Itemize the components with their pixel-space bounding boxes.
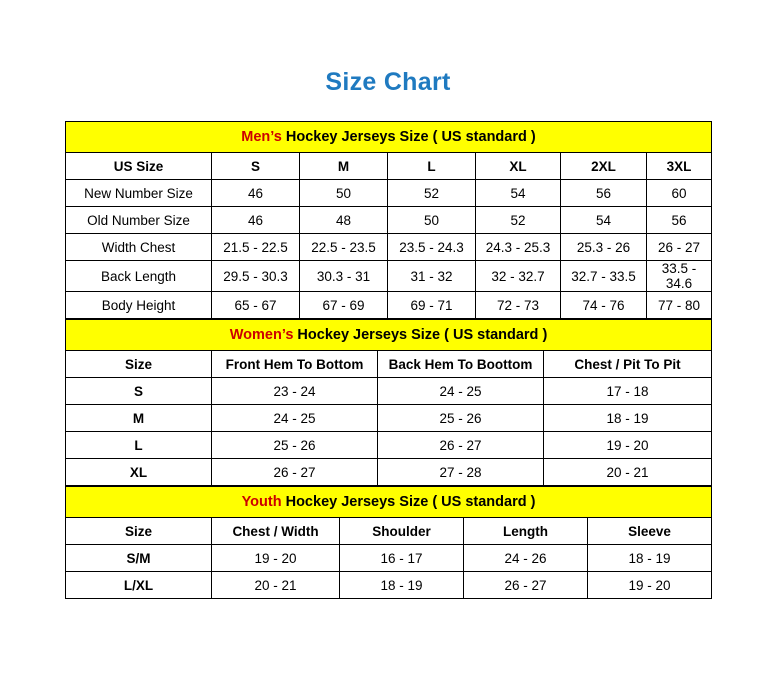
mens-row-1-val-3: 52 [476, 207, 561, 234]
youth-col-1: Chest / Width [212, 518, 340, 545]
mens-row-2-val-0: 21.5 - 22.5 [212, 234, 300, 261]
youth-col-4: Sleeve [588, 518, 712, 545]
youth-row-1-val-0: 20 - 21 [212, 572, 340, 599]
womens-col-1: Front Hem To Bottom [212, 351, 378, 378]
womens-row-1-label: M [66, 405, 212, 432]
table-header-row [66, 351, 712, 378]
mens-row-0-label: New Number Size [66, 180, 212, 207]
womens-row-3-label: XL [66, 459, 212, 486]
mens-row-0-val-2: 52 [388, 180, 476, 207]
mens-row-2-val-1: 22.5 - 23.5 [300, 234, 388, 261]
womens-band-rest: Hockey Jerseys Size ( US standard ) [293, 327, 548, 343]
youth-row-0-val-0: 19 - 20 [212, 545, 340, 572]
womens-size-table [65, 319, 712, 486]
table-header-row [66, 518, 712, 545]
womens-col-2: Back Hem To Boottom [378, 351, 544, 378]
youth-row-0-val-2: 24 - 26 [464, 545, 588, 572]
table-row [66, 432, 712, 459]
womens-col-0: Size [66, 351, 212, 378]
womens-row-1-val-2: 18 - 19 [544, 405, 712, 432]
mens-col-2: M [300, 153, 388, 180]
youth-size-table [65, 486, 712, 599]
mens-row-0-val-5: 60 [647, 180, 712, 207]
mens-row-3-val-0: 29.5 - 30.3 [212, 261, 300, 292]
mens-band-cell [66, 122, 712, 153]
mens-col-6: 3XL [647, 153, 712, 180]
table-row [66, 572, 712, 599]
mens-row-0-val-4: 56 [561, 180, 647, 207]
table-row [66, 292, 712, 319]
mens-col-3: L [388, 153, 476, 180]
mens-row-2-val-5: 26 - 27 [647, 234, 712, 261]
table-row [66, 459, 712, 486]
table-band-row [66, 320, 712, 351]
mens-row-1-val-0: 46 [212, 207, 300, 234]
womens-row-1-val-1: 25 - 26 [378, 405, 544, 432]
youth-band-rest: Hockey Jerseys Size ( US standard ) [281, 494, 536, 510]
mens-band-rest: Hockey Jerseys Size ( US standard ) [281, 129, 536, 145]
table-row [66, 207, 712, 234]
table-row [66, 261, 712, 292]
mens-row-4-val-0: 65 - 67 [212, 292, 300, 319]
table-row [66, 405, 712, 432]
mens-row-3-label: Back Length [66, 261, 212, 292]
mens-row-1-val-4: 54 [561, 207, 647, 234]
table-band-row [66, 122, 712, 153]
youth-row-1-val-1: 18 - 19 [340, 572, 464, 599]
table-row [66, 234, 712, 261]
mens-row-0-val-3: 54 [476, 180, 561, 207]
mens-row-2-val-3: 24.3 - 25.3 [476, 234, 561, 261]
mens-row-3-val-1: 30.3 - 31 [300, 261, 388, 292]
youth-col-3: Length [464, 518, 588, 545]
mens-row-4-val-1: 67 - 69 [300, 292, 388, 319]
youth-row-1-label: L/XL [66, 572, 212, 599]
mens-row-0-val-1: 50 [300, 180, 388, 207]
size-tables-container [65, 97, 711, 599]
mens-row-3-val-3: 32 - 32.7 [476, 261, 561, 292]
mens-row-3-val-4: 32.7 - 33.5 [561, 261, 647, 292]
mens-row-4-val-4: 74 - 76 [561, 292, 647, 319]
mens-row-4-val-3: 72 - 73 [476, 292, 561, 319]
mens-row-4-val-5: 77 - 80 [647, 292, 712, 319]
womens-row-3-val-2: 20 - 21 [544, 459, 712, 486]
mens-row-4-label: Body Height [66, 292, 212, 319]
womens-row-1-val-0: 24 - 25 [212, 405, 378, 432]
womens-row-2-val-2: 19 - 20 [544, 432, 712, 459]
youth-row-1-val-2: 26 - 27 [464, 572, 588, 599]
mens-row-2-val-2: 23.5 - 24.3 [388, 234, 476, 261]
mens-row-1-val-5: 56 [647, 207, 712, 234]
mens-band-accent: Men’s [241, 129, 282, 145]
mens-row-1-val-2: 50 [388, 207, 476, 234]
table-row [66, 180, 712, 207]
mens-row-3-val-2: 31 - 32 [388, 261, 476, 292]
womens-row-2-val-0: 25 - 26 [212, 432, 378, 459]
mens-row-4-val-2: 69 - 71 [388, 292, 476, 319]
mens-col-4: XL [476, 153, 561, 180]
womens-row-2-label: L [66, 432, 212, 459]
womens-row-0-val-1: 24 - 25 [378, 378, 544, 405]
mens-row-0-val-0: 46 [212, 180, 300, 207]
mens-row-2-val-4: 25.3 - 26 [561, 234, 647, 261]
womens-row-0-val-0: 23 - 24 [212, 378, 378, 405]
mens-col-0: US Size [66, 153, 212, 180]
table-band-row [66, 487, 712, 518]
youth-band-accent: Youth [241, 494, 282, 510]
mens-size-table [65, 121, 712, 319]
youth-band-cell [66, 487, 712, 518]
mens-col-1: S [212, 153, 300, 180]
table-header-row [66, 153, 712, 180]
womens-row-0-val-2: 17 - 18 [544, 378, 712, 405]
youth-col-0: Size [66, 518, 212, 545]
womens-row-3-val-1: 27 - 28 [378, 459, 544, 486]
youth-col-2: Shoulder [340, 518, 464, 545]
page-title: Size Chart [325, 68, 451, 96]
mens-col-5: 2XL [561, 153, 647, 180]
youth-row-1-val-3: 19 - 20 [588, 572, 712, 599]
mens-row-1-val-1: 48 [300, 207, 388, 234]
mens-row-1-label: Old Number Size [66, 207, 212, 234]
table-row [66, 378, 712, 405]
table-row [66, 545, 712, 572]
youth-row-0-val-1: 16 - 17 [340, 545, 464, 572]
womens-row-3-val-0: 26 - 27 [212, 459, 378, 486]
mens-row-3-val-5: 33.5 - 34.6 [647, 261, 712, 292]
youth-row-0-val-3: 18 - 19 [588, 545, 712, 572]
womens-band-accent: Women’s [229, 327, 294, 343]
youth-row-0-label: S/M [66, 545, 212, 572]
womens-col-3: Chest / Pit To Pit [544, 351, 712, 378]
womens-band-cell [66, 320, 712, 351]
womens-row-0-label: S [66, 378, 212, 405]
womens-row-2-val-1: 26 - 27 [378, 432, 544, 459]
mens-row-2-label: Width Chest [66, 234, 212, 261]
